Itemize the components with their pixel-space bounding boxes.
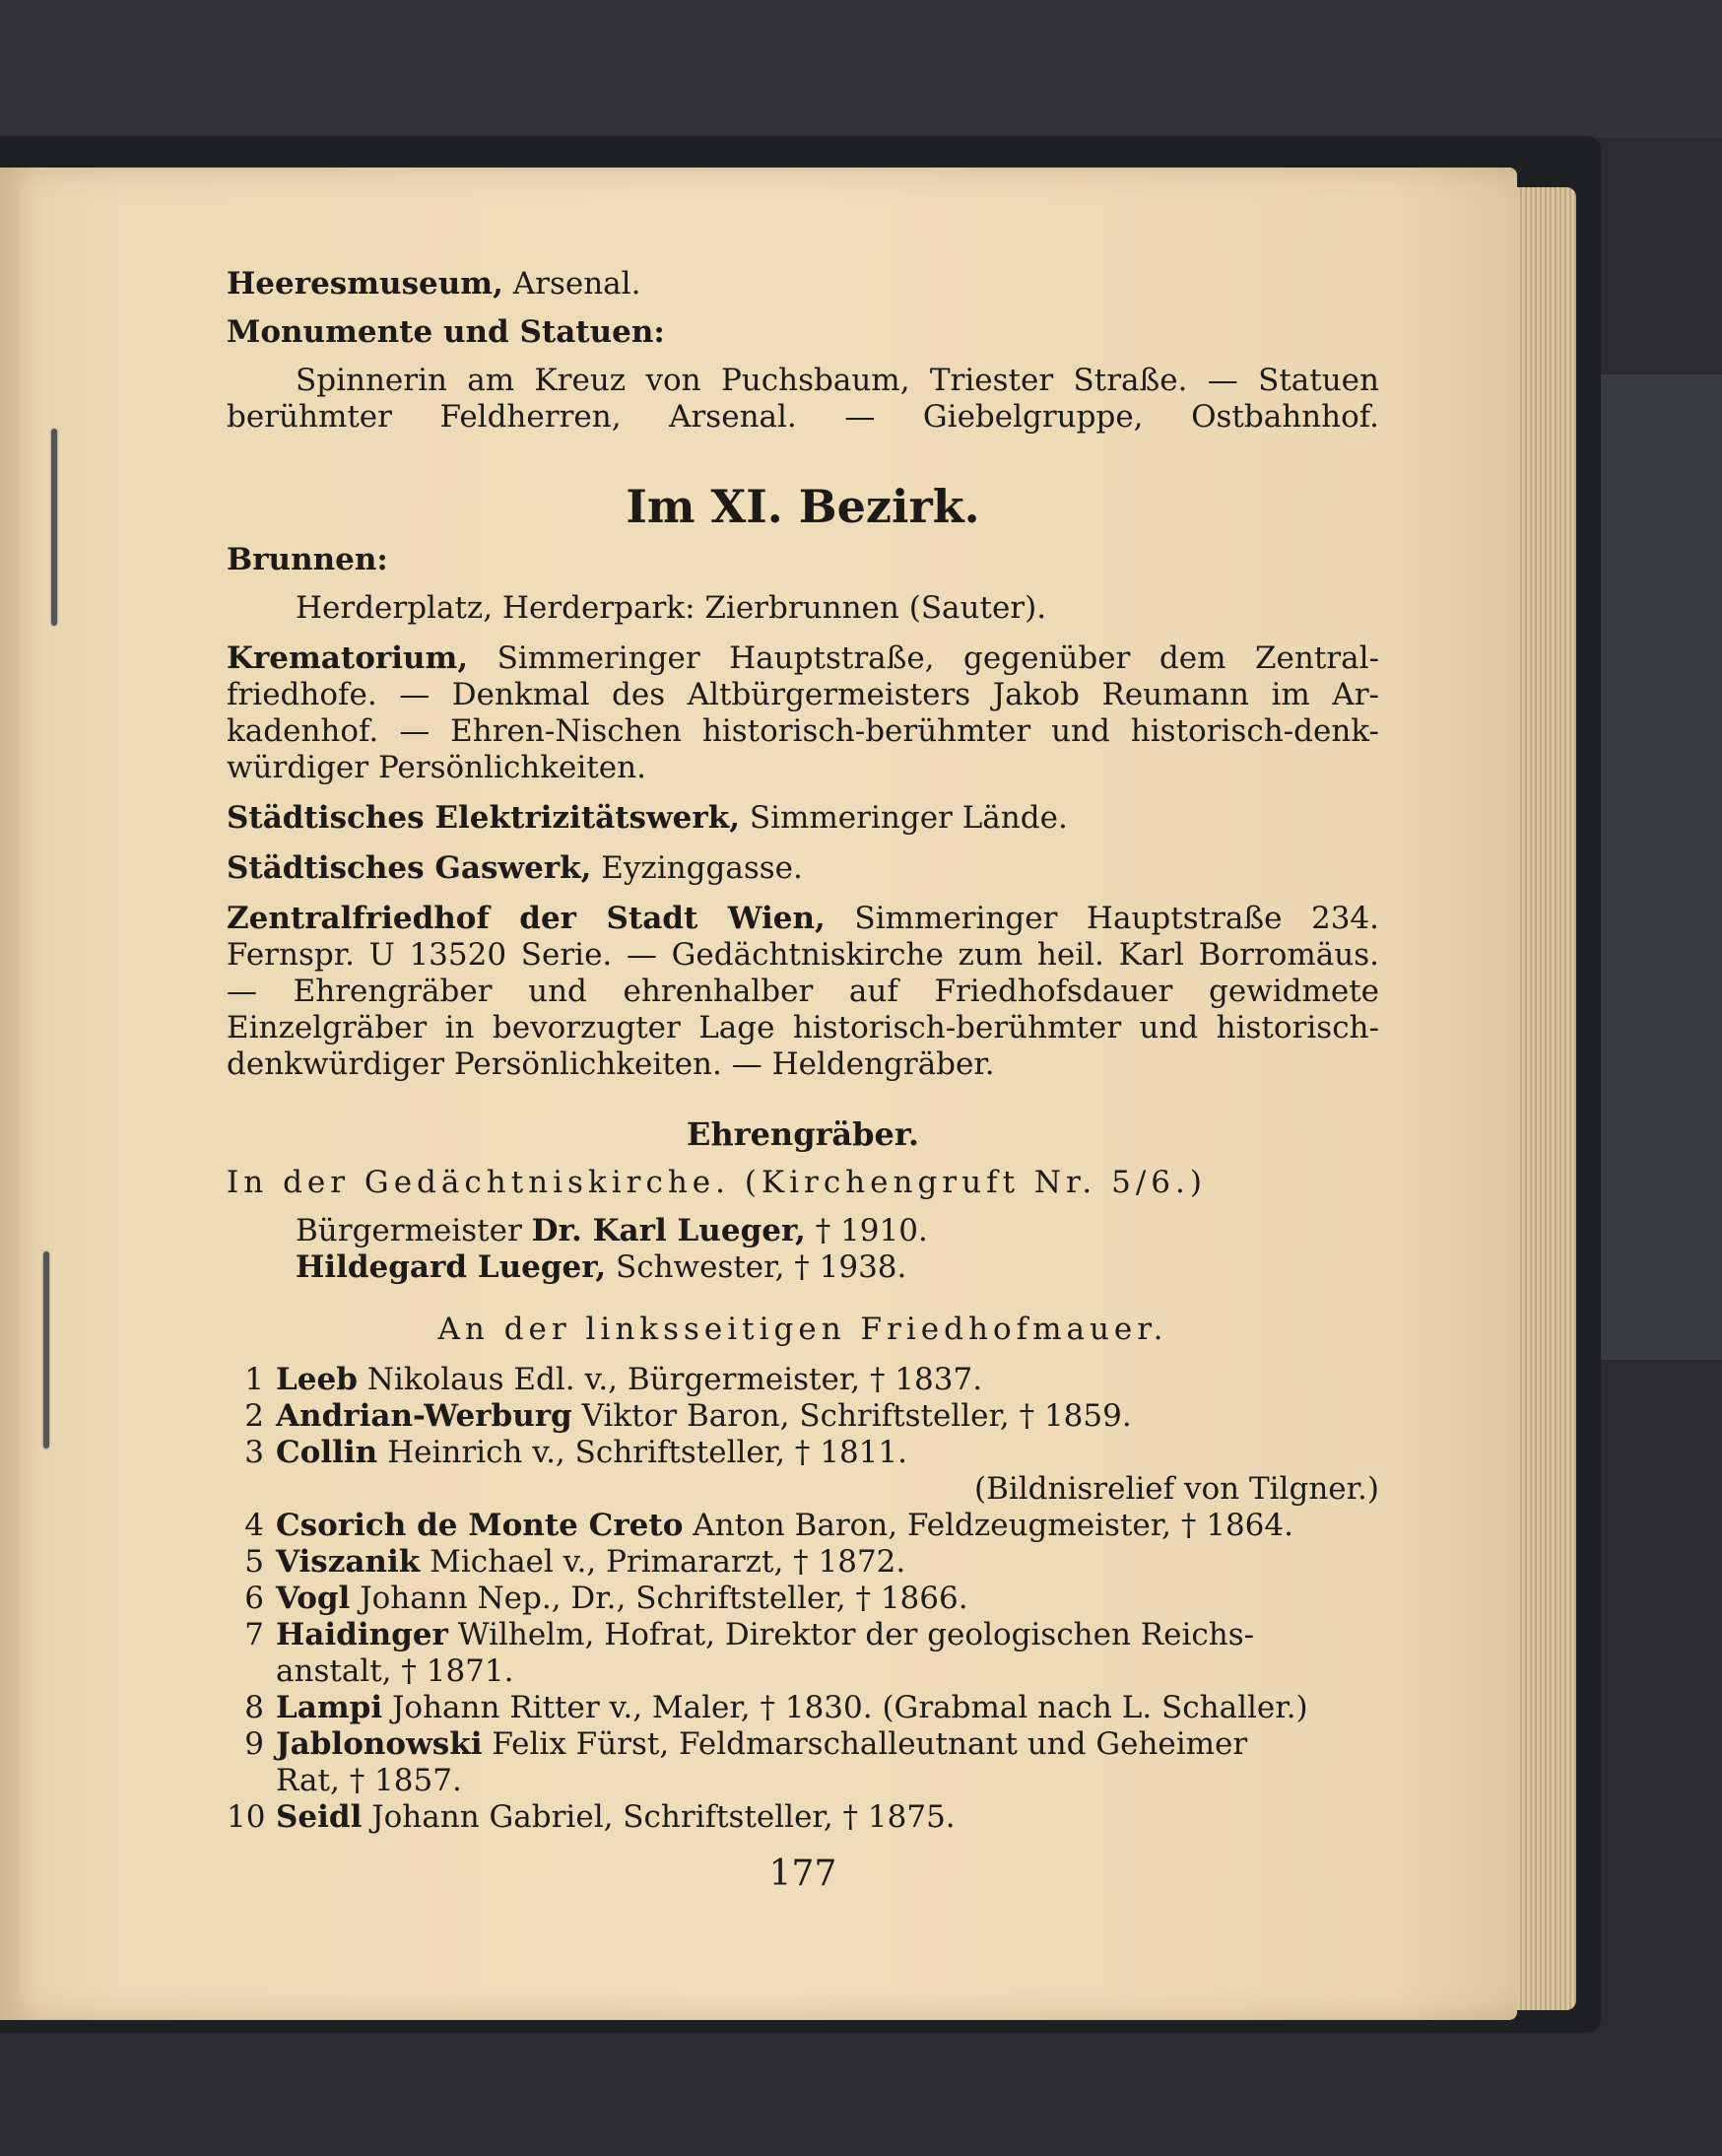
grave-text — [276, 1435, 1379, 1508]
page-text — [227, 266, 1379, 1892]
entry-heeresmuseum: Heeresmuseum, Arsenal. — [227, 266, 641, 302]
grave-name: Andrian-Werburg — [276, 1398, 572, 1434]
grave-text — [276, 1617, 1379, 1690]
monumente-text-line-1: Spinnerin am Kreuz von Puchsbaum, Triester Straße. — Statuen — [296, 363, 1379, 398]
mauer-heading: An der linksseitigen Friedhofmauer. — [437, 1312, 1168, 1347]
grave-details: Heinrich v., Schriftsteller, † 1811. — [377, 1435, 907, 1470]
grave-entry — [227, 1544, 1379, 1581]
grave-text — [276, 1799, 1379, 1836]
monumente-text-line-2: berühmter Feldherren, Arsenal. — Giebelgruppe, Ostbahnhof. — [227, 399, 1379, 435]
grave-text — [276, 1398, 1379, 1435]
grave-number: 9 — [244, 1726, 264, 1762]
staple-bottom — [43, 1251, 49, 1449]
grave-entry — [227, 1435, 1379, 1508]
entry-brunnen-title: Brunnen: — [227, 542, 388, 577]
grave-entry — [227, 1690, 1379, 1726]
grave-entry — [227, 1508, 1379, 1544]
grave-number: 6 — [244, 1581, 264, 1616]
grave-number: 1 — [244, 1362, 264, 1397]
entry-elektrizitaetswerk: Städtisches Elektrizitätswerk, Simmeringer Lände. — [227, 800, 1068, 836]
grave-details: Nikolaus Edl. v., Bürgermeister, † 1837. — [357, 1362, 983, 1397]
kirche-entry-2: Hildegard Lueger, Schwester, † 1938. — [296, 1249, 907, 1285]
krematorium-line-1: Krematorium, Simmeringer Hauptstraße, gegenüber dem Zentral- — [227, 640, 1379, 676]
grave-number: 7 — [244, 1617, 264, 1652]
grave-details: Johann Nep., Dr., Schriftsteller, † 1866. — [350, 1581, 968, 1616]
grave-name: Jablonowski — [276, 1726, 483, 1762]
grave-details: Viktor Baron, Schriftsteller, † 1859. — [571, 1398, 1132, 1434]
zentralfriedhof-line-5: denkwürdiger Persönlichkeiten. — Heldengräber. — [227, 1046, 995, 1082]
grave-name: Viszanik — [276, 1544, 421, 1580]
grave-number: 3 — [244, 1435, 264, 1470]
grave-entry — [227, 1799, 1379, 1836]
grave-entry — [227, 1726, 1379, 1799]
grave-details: Felix Fürst, Feldmarschalleutnant und Geheimer — [482, 1726, 1248, 1762]
zentralfriedhof-line-1: Zentralfriedhof der Stadt Wien, Simmeringer Hauptstraße 234. — [227, 901, 1379, 936]
grave-details: Anton Baron, Feldzeugmeister, † 1864. — [683, 1508, 1293, 1543]
page-number: 177 — [768, 1853, 837, 1894]
grave-name: Leeb — [276, 1362, 358, 1397]
grave-details: Michael v., Primararzt, † 1872. — [420, 1544, 906, 1580]
ehrengraeber-heading: Ehrengräber. — [687, 1115, 919, 1153]
backdrop — [0, 0, 1722, 138]
brunnen-text: Herderplatz, Herderpark: Zierbrunnen (Sauter). — [296, 590, 1047, 626]
grave-text — [276, 1362, 1379, 1398]
grave-entry — [227, 1398, 1379, 1435]
grave-details: Johann Gabriel, Schriftsteller, † 1875. — [362, 1799, 956, 1835]
grave-details: Johann Ritter v., Maler, † 1830. (Grabmal nach L. Schaller.) — [382, 1690, 1308, 1725]
staple-top — [51, 429, 57, 626]
krematorium-line-4: würdiger Persönlichkeiten. — [227, 750, 646, 785]
zentralfriedhof-line-4: Einzelgräber in bevorzugter Lage historisch-berühmter und historisch- — [227, 1010, 1379, 1045]
entry-gaswerk: Städtisches Gaswerk, Eyzinggasse. — [227, 850, 803, 886]
entry-monumente-title: Monumente und Statuen: — [227, 314, 665, 350]
grave-number: 8 — [244, 1690, 264, 1725]
district-heading: Im XI. Bezirk. — [626, 480, 980, 533]
krematorium-line-3: kadenhof. — Ehren-Nischen historisch-berühmter und historisch-denk- — [227, 713, 1379, 749]
grave-continuation: anstalt, † 1871. — [276, 1653, 514, 1689]
zentralfriedhof-line-2: Fernspr. U 13520 Serie. — Gedächtniskirche zum heil. Karl Borromäus. — [227, 937, 1379, 973]
grave-name: Vogl — [276, 1581, 351, 1616]
grave-continuation: (Bildnisrelief von Tilgner.) — [973, 1471, 1379, 1507]
grave-name: Csorich de Monte Creto — [276, 1508, 684, 1543]
grave-list — [227, 1362, 1379, 1836]
grave-details: Wilhelm, Hofrat, Direktor der geologischen Reichs- — [447, 1617, 1255, 1652]
zentralfriedhof-line-3: — Ehrengräber und ehrenhalber auf Friedhofsdauer gewidmete — [227, 974, 1379, 1009]
grave-continuation: Rat, † 1857. — [276, 1763, 462, 1798]
backdrop-strip — [1601, 374, 1722, 1360]
grave-number: 4 — [244, 1508, 264, 1543]
kirche-heading: In der Gedächtniskirche. (Kirchengruft Nr. 5/6.) — [227, 1165, 1207, 1200]
grave-name: Lampi — [276, 1690, 383, 1725]
grave-text — [276, 1508, 1379, 1544]
grave-number: 2 — [244, 1398, 264, 1434]
grave-entry — [227, 1362, 1379, 1398]
kirche-entry-1: Bürgermeister Dr. Karl Lueger, † 1910. — [296, 1213, 928, 1248]
krematorium-line-2: friedhofe. — Denkmal des Altbürgermeisters Jakob Reumann im Ar- — [227, 677, 1379, 712]
grave-text — [276, 1690, 1379, 1726]
grave-name: Collin — [276, 1435, 378, 1470]
page-edges — [1507, 187, 1576, 2010]
grave-entry — [227, 1617, 1379, 1690]
grave-name: Haidinger — [276, 1617, 448, 1652]
grave-text — [276, 1581, 1379, 1617]
grave-entry — [227, 1581, 1379, 1617]
grave-number: 5 — [244, 1544, 264, 1580]
grave-number: 10 — [227, 1799, 266, 1835]
grave-text — [276, 1726, 1379, 1799]
grave-name: Seidl — [276, 1799, 363, 1835]
grave-text — [276, 1544, 1379, 1581]
